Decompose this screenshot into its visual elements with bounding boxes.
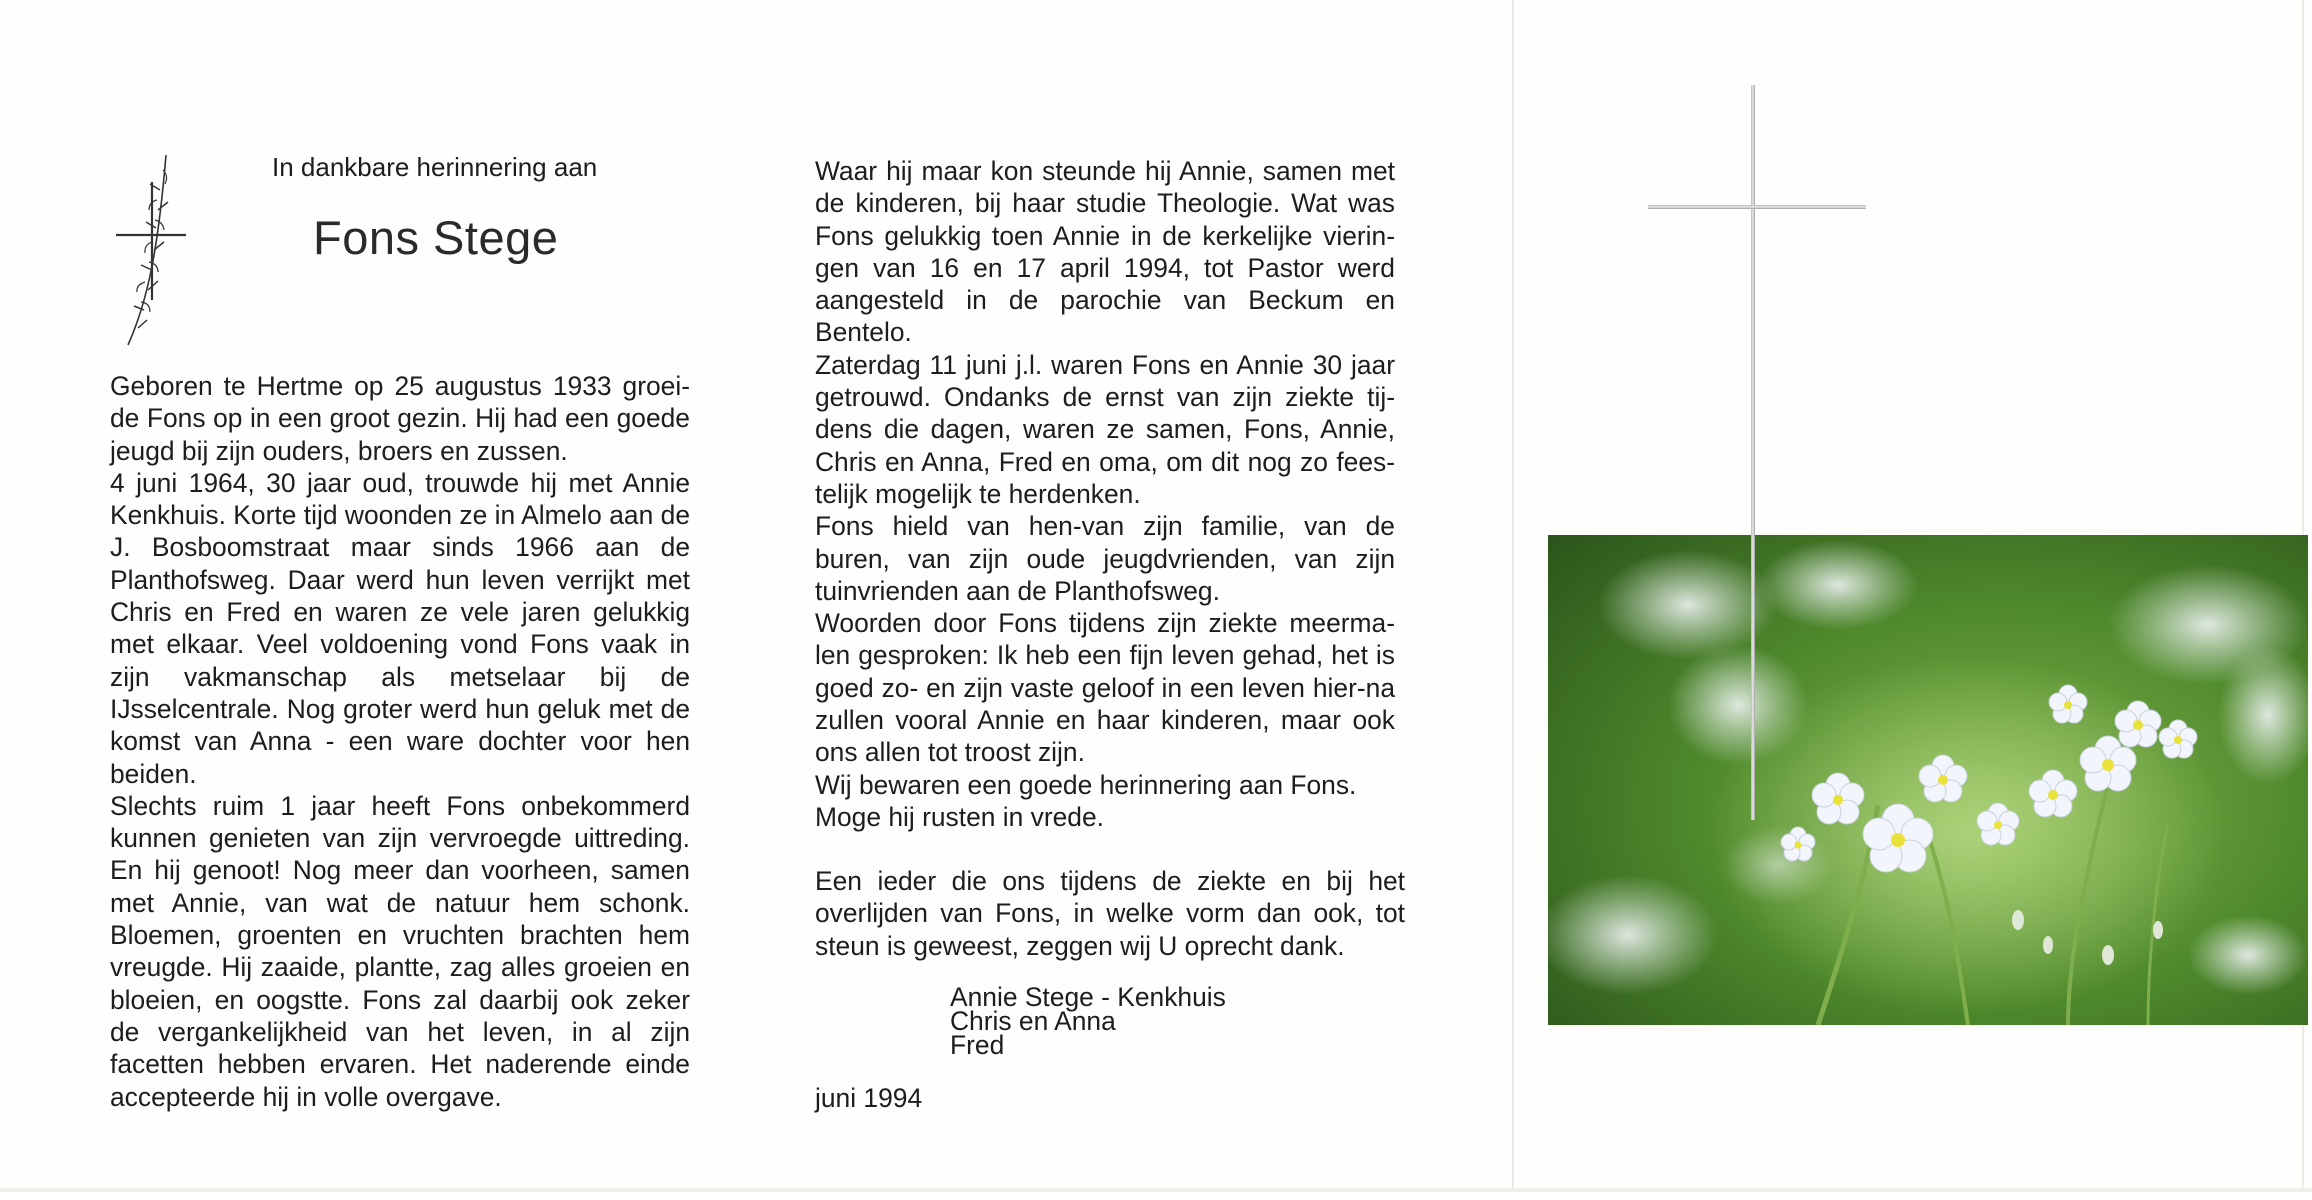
paragraph: Geboren te Hertme op 25 augustus 1933 groei-de Fons op in een groot gezin. Hij had een goede jeugd bij zijn ouders, broers en zussen. xyxy=(110,371,690,466)
paragraph: 4 juni 1964, 30 jaar oud, trouwde hij met Annie Kenkhuis. Korte tijd woonden ze in Almelo aan de J. Bosboomstraat maar sinds 1966 aan de Planthofsweg. Daar werd hun leven verrijkt met Chris en Fred en waren ze vele jaren gelukkig met elkaar. Veel voldoening vond Fons vaak in zijn vakmanschap als metselaar bij de IJsselcentrale. Nog groter werd hun geluk met de komst van Anna - een ware dochter voor hen beiden. xyxy=(110,467,690,789)
wheat-cross-icon xyxy=(108,150,198,350)
paragraph: Woorden door Fons tijdens zijn ziekte meerma-len gesproken: Ik heb een fijn leven gehad, het is goed zo- en zijn vaste geloof in een leven hier-na zullen vooral Annie en haar kinderen, maar ook ons allen tot troost zijn. xyxy=(815,608,1395,768)
paragraph: Slechts ruim 1 jaar heeft Fons onbekommerd kunnen genieten van zijn vervroegde uittreding. En hij genoot! Nog meer dan voorheen, samen met Annie, van wat de natuur hem schonk. Bloemen, groenten en vruchten brachten hem vreugde. Hij zaaide, plantte, zag alles groeien en bloeien, en oogstte. Fons zal daarbij ook zeker de vergankelijkheid van het leven, in al zijn facetten hebben ervaren. Het naderende einde accepteerde hij in volle overgave. xyxy=(110,790,690,1112)
cross-icon xyxy=(1751,85,1755,820)
paragraph: Fons hield van hen-van zijn familie, van de buren, van zijn oude jeugdvrienden, van zijn tuinvrienden aan de Planthofsweg. xyxy=(815,511,1395,606)
paragraph: Wij bewaren een goede herinnering aan Fons. xyxy=(815,769,1357,800)
signature-line: Annie Stege - Kenkhuis xyxy=(950,982,1226,1012)
intro-line: In dankbare herinnering aan xyxy=(272,152,598,182)
signature-line: Fred xyxy=(950,1030,1005,1060)
biography-column-2 xyxy=(815,155,1395,833)
card-bottom-edge xyxy=(0,1188,2312,1192)
flower-photo xyxy=(1548,535,2308,1025)
paragraph: Waar hij maar kon steunde hij Annie, samen met de kinderen, bij haar studie Theologie. Wat was Fons gelukkig toen Annie in de kerkelijke vierin-gen van 16 en 17 april 1994, tot Pastor werd aangesteld in de parochie van Beckum en Bentelo. xyxy=(815,156,1395,348)
signatures xyxy=(950,982,1226,1060)
cross-bar xyxy=(1648,205,1866,209)
paragraph: Zaterdag 11 juni j.l. waren Fons en Annie 30 jaar getrouwd. Ondanks de ernst van zijn ziekte tij-dens die dagen, waren ze samen, Fons, Annie, Chris en Anna, Fred en oma, om dit nog zo fees-telijk mogelijk te herdenken. xyxy=(815,349,1395,509)
biography-column-1 xyxy=(110,370,690,1113)
date-line: juni 1994 xyxy=(815,1083,923,1113)
thanks-paragraph: Een ieder die ons tijdens de ziekte en bij het overlijden van Fons, in welke vorm dan ook, tot steun is geweest, zeggen wij U oprecht dank. xyxy=(815,866,1405,961)
fold-line xyxy=(1512,0,1514,1192)
signature-line: Chris en Anna xyxy=(950,1006,1116,1036)
paragraph: Moge hij rusten in vrede. xyxy=(815,801,1104,832)
deceased-name: Fons Stege xyxy=(313,211,559,264)
